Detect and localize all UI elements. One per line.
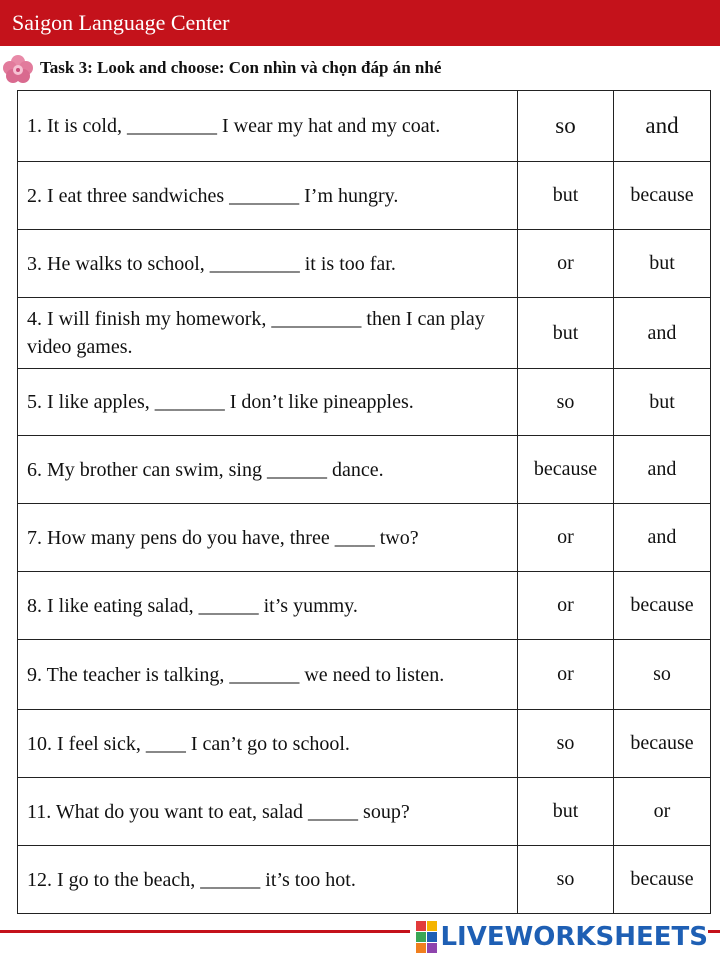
question-text: 9. The teacher is talking, _______ we need to listen. — [18, 640, 518, 710]
question-text: 5. I like apples, _______ I don’t like pineapples. — [18, 369, 518, 436]
header-title: Saigon Language Center — [12, 10, 230, 35]
answer-option-a[interactable]: or — [518, 230, 614, 298]
liveworksheets-blocks-icon — [416, 921, 437, 953]
answer-option-a[interactable]: but — [518, 298, 614, 369]
question-text: 3. He walks to school, _________ it is too far. — [18, 230, 518, 298]
task-title: Task 3: Look and choose: Con nhìn và chọn đáp án nhé — [40, 58, 442, 77]
question-text: 11. What do you want to eat, salad _____ soup? — [18, 778, 518, 846]
table-row — [18, 640, 711, 710]
answer-option-a[interactable]: so — [518, 846, 614, 914]
answer-option-a[interactable]: or — [518, 640, 614, 710]
table-row — [18, 778, 711, 846]
question-text: 6. My brother can swim, sing ______ dance. — [18, 436, 518, 504]
answer-option-b[interactable]: because — [614, 710, 711, 778]
answer-option-b[interactable]: or — [614, 778, 711, 846]
answer-option-a[interactable]: but — [518, 162, 614, 230]
table-row — [18, 572, 711, 640]
question-text: 10. I feel sick, ____ I can’t go to school. — [18, 710, 518, 778]
table-row — [18, 436, 711, 504]
answer-option-b[interactable]: and — [614, 436, 711, 504]
question-text: 4. I will finish my homework, _________ then I can play video games. — [18, 298, 518, 369]
answer-option-b[interactable]: and — [614, 298, 711, 369]
question-text: 7. How many pens do you have, three ____ two? — [18, 504, 518, 572]
answer-option-a[interactable]: or — [518, 504, 614, 572]
table-row — [18, 298, 711, 369]
table-row — [18, 162, 711, 230]
logo-text: LIVEWORKSHEETS — [440, 922, 708, 952]
table-row — [18, 369, 711, 436]
question-table — [17, 90, 711, 914]
answer-option-a[interactable]: or — [518, 572, 614, 640]
question-text: 8. I like eating salad, ______ it’s yummy. — [18, 572, 518, 640]
question-text: 12. I go to the beach, ______ it’s too hot. — [18, 846, 518, 914]
answer-option-b[interactable]: because — [614, 162, 711, 230]
answer-option-a[interactable]: so — [518, 710, 614, 778]
table-row — [18, 91, 711, 162]
answer-option-b[interactable]: because — [614, 572, 711, 640]
answer-option-a[interactable]: but — [518, 778, 614, 846]
answer-option-b[interactable]: but — [614, 230, 711, 298]
answer-option-a[interactable]: because — [518, 436, 614, 504]
answer-option-b[interactable]: and — [614, 504, 711, 572]
table-row — [18, 504, 711, 572]
header-bar — [0, 0, 720, 46]
answer-option-b[interactable]: and — [614, 91, 711, 162]
answer-option-a[interactable]: so — [518, 369, 614, 436]
table-row — [18, 846, 711, 914]
table-row — [18, 230, 711, 298]
answer-option-a[interactable]: so — [518, 91, 614, 162]
answer-option-b[interactable]: because — [614, 846, 711, 914]
task-heading — [0, 52, 720, 86]
answer-option-b[interactable]: but — [614, 369, 711, 436]
flower-icon — [2, 54, 34, 84]
answer-option-b[interactable]: so — [614, 640, 711, 710]
liveworksheets-logo[interactable] — [410, 920, 708, 954]
question-text: 2. I eat three sandwiches _______ I’m hungry. — [18, 162, 518, 230]
table-row — [18, 710, 711, 778]
question-text: 1. It is cold, _________ I wear my hat and my coat. — [18, 91, 518, 162]
